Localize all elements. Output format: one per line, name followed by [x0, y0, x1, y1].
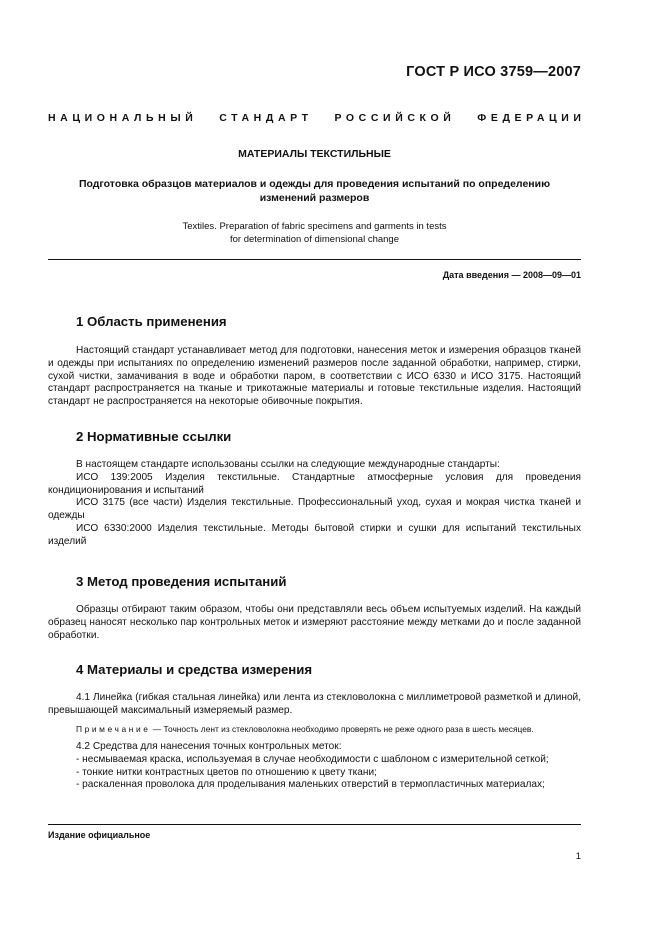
header-divider — [48, 259, 581, 260]
section-normative-references — [48, 429, 581, 549]
section-materials — [48, 662, 581, 792]
english-title — [48, 220, 581, 246]
reference-iso-139: ИСО 139:2005 Изделия текстильные. Стандартные атмосферные условия для проведения кондиционирования и испытаний — [48, 471, 581, 496]
effective-date: Дата введения — 2008—09—01 — [442, 270, 581, 280]
english-title-line-2: for determination of dimensional change — [230, 234, 399, 245]
banner-word-4: ФЕДЕРАЦИИ — [477, 112, 586, 124]
clause-4-2: 4.2 Средства для нанесения точных контрольных меток: — [76, 741, 342, 753]
section-test-method — [48, 574, 581, 642]
section-2-intro: В настоящем стандарте использованы ссылки на следующие международные стандарты: — [76, 459, 500, 470]
standard-code: ГОСТ Р ИСО 3759—2007 — [406, 64, 581, 80]
reference-iso-6330: ИСО 6330:2000 Изделия текстильные. Методы бытовой стирки и сушки для испытаний текстильных изделий — [48, 522, 581, 547]
list-item: - тонкие нитки контрастных цветов по отношению к цвету ткани; — [76, 766, 377, 778]
note-label: Примечание — [76, 723, 151, 734]
banner-word-1: НАЦИОНАЛЬНЫЙ — [48, 112, 198, 124]
section-3-paragraph: Образцы отбирают таким образом, чтобы они представляли весь объем испытуемых изделий. На каждый образец наносят несколько пар контрольных меток и измеряют расстояние между метками до и после заданной обработки. — [48, 604, 581, 641]
section-1-heading: 1 Область применения — [76, 314, 227, 329]
national-standard-banner — [48, 112, 586, 124]
section-4-heading: 4 Материалы и средства измерения — [76, 662, 313, 677]
official-edition-label: Издание официальное — [48, 830, 151, 840]
section-scope — [48, 314, 581, 409]
note-text: — Точность лент из стекловолокна необходимо проверять не реже одного раза в шесть месяцев. — [150, 723, 534, 734]
document-main-title: МАТЕРИАЛЫ ТЕКСТИЛЬНЫЕ — [238, 148, 391, 160]
reference-iso-3175: ИСО 3175 (все части) Изделия текстильные. Профессиональный уход, сухая и мокрая чистка тканей и одежды — [48, 497, 581, 522]
footer-divider — [48, 824, 581, 825]
document-subtitle: Подготовка образцов материалов и одежды для проведения испытаний по определению изменений размеров — [78, 178, 551, 204]
section-1-paragraph: Настоящий стандарт устанавливает метод для подготовки, нанесения меток и измерения образцов тканей и одежды при испытаниях по определению изменений размеров после заданной обработки, например, стирки, сухой чистки, замачивания в воде и обработки паром, в соответствии с ИСО 6330 и ИСО 3175. Настоящий стандарт распространяется на тканые и трикотажные материалы и готовые текстильные изделия. Настоящий стандарт не распространяется на некоторые обивочные покрытия. — [48, 345, 581, 408]
clause-4-1: 4.1 Линейка (гибкая стальная линейка) или лента из стекловолокна с миллиметровой разметкой и длиной, превышающей максимальный измеряемый размер. — [48, 692, 581, 716]
page-number: 1 — [575, 851, 581, 862]
english-title-line-1: Textiles. Preparation of fabric specimens and garments in tests — [182, 221, 447, 232]
list-item: - несмываемая краска, используемая в случае необходимости с шаблоном с измерительной сеткой; — [76, 753, 549, 765]
list-item: - раскаленная проволока для проделывания маленьких отверстий в термопластичных материалах; — [76, 779, 545, 791]
banner-word-3: РОССИЙСКОЙ — [334, 112, 456, 124]
section-3-heading: 3 Метод проведения испытаний — [76, 574, 287, 589]
note — [48, 724, 581, 736]
banner-word-2: СТАНДАРТ — [219, 112, 313, 124]
section-2-heading: 2 Нормативные ссылки — [76, 429, 232, 444]
